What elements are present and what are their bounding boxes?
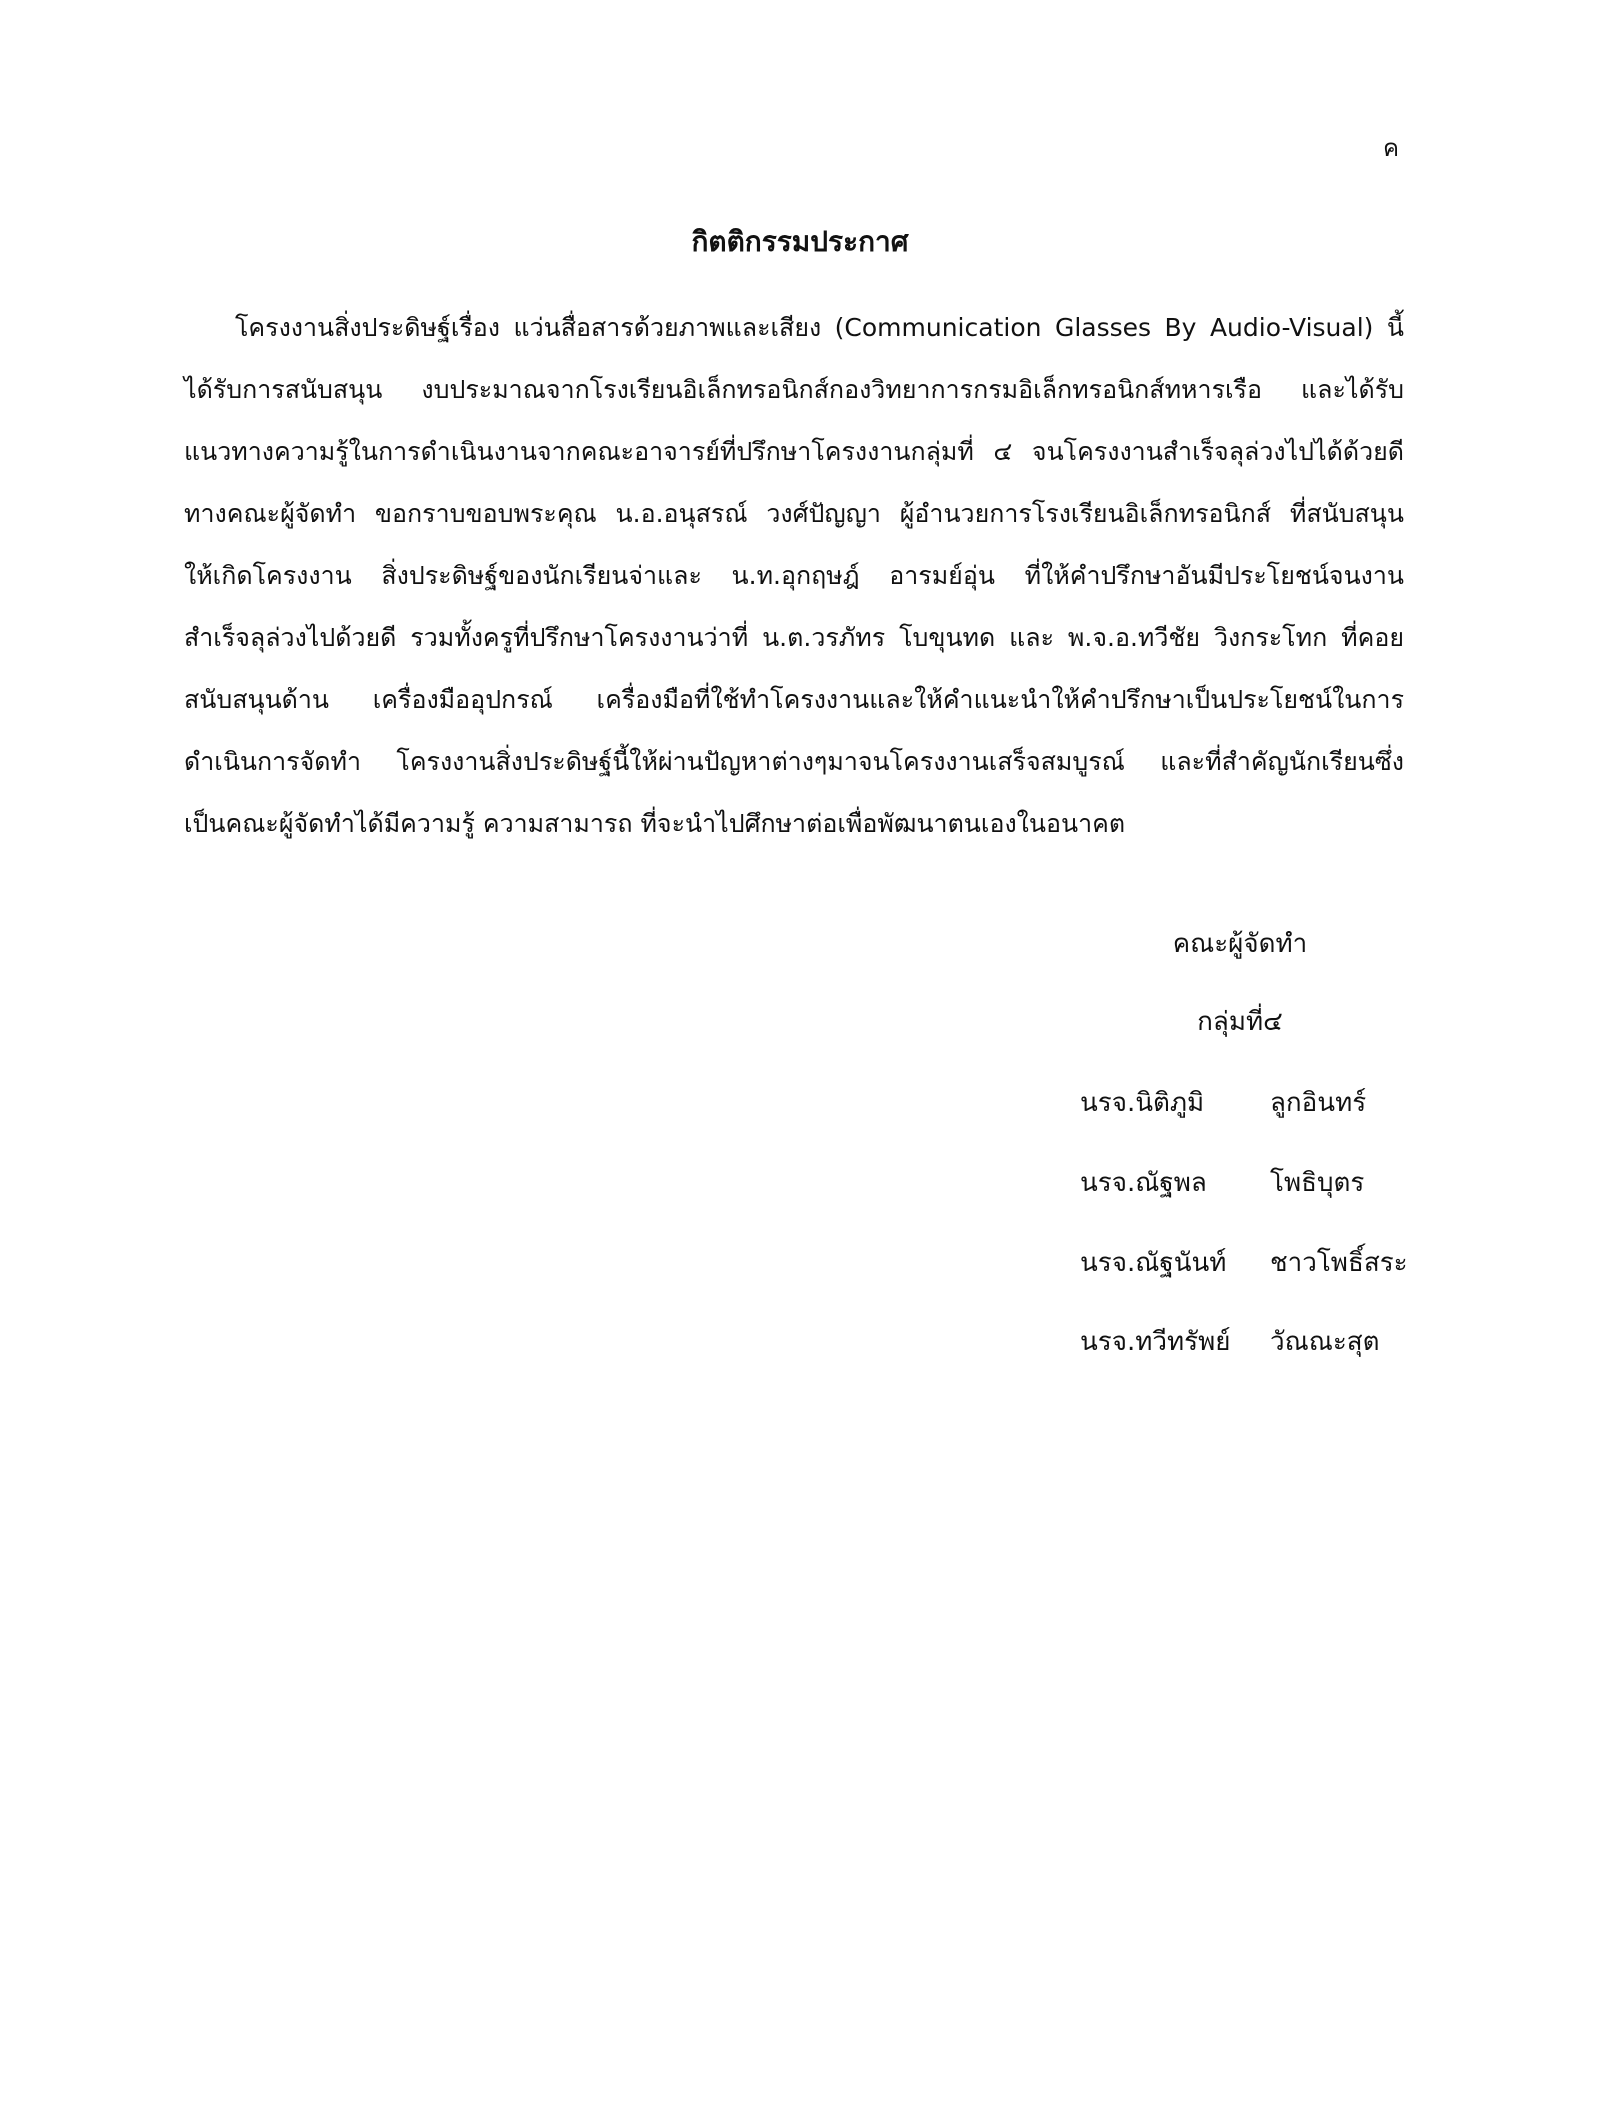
paragraph-line: ดำเนินการจัดทำ โครงงานสิ่งประดิษฐ์นี้ให้ผ่านปัญหาต่างๆมาจนโครงงานเสร็จสมบูรณ์ และที่สำคัญนักเรียนซึ่ง [184, 747, 1404, 776]
signer-name: นรจ.ทวีทรัพย์ [1080, 1327, 1231, 1357]
paragraph-line: ได้รับการสนับสนุน งบประมาณจากโรงเรียนอิเล็กทรอนิกส์กองวิทยาการกรมอิเล็กทรอนิกส์ทหารเรือ และได้รับ [184, 375, 1404, 404]
signer-surname: ลูกอินทร์ [1270, 1088, 1367, 1118]
paragraph-line: แนวทางความรู้ในการดำเนินงานจากคณะอาจารย์ที่ปรึกษาโครงงานกลุ่มที่ ๔ จนโครงงานสำเร็จลุล่วงไปได้ด้วยดี [184, 437, 1404, 466]
page-title: กิตติกรรมประกาศ [691, 225, 909, 258]
signer-surname: โพธิบุตร [1270, 1168, 1365, 1198]
signer-row [1080, 1243, 1408, 1283]
acknowledgement-paragraph [184, 297, 1404, 855]
paragraph-line: ให้เกิดโครงงาน สิ่งประดิษฐ์ของนักเรียนจ่าและ น.ท.อุกฤษฎ์ อารมย์อุ่น ที่ให้คำปรึกษาอันมีประโยชน์จนงาน [184, 561, 1404, 590]
signature-group: กลุ่มที่๔ [1197, 1007, 1283, 1037]
signer-row [1080, 1163, 1364, 1203]
signer-row [1080, 1322, 1380, 1362]
signer-surname: ชาวโพธิ์สระ [1270, 1248, 1408, 1278]
signer-name: นรจ.ณัฐพล [1080, 1168, 1207, 1198]
signature-heading: คณะผู้จัดทำ [1172, 929, 1308, 959]
signer-name: นรจ.ณัฐนันท์ [1080, 1248, 1227, 1278]
paragraph-line: ทางคณะผู้จัดทำ ขอกราบขอบพระคุณ น.อ.อนุสรณ์ วงศ์ปัญญา ผู้อำนวยการโรงเรียนอิเล็กทรอนิกส์ ที่สนับสนุน [184, 499, 1404, 528]
paragraph-line: สนับสนุนด้าน เครื่องมืออุปกรณ์ เครื่องมือที่ใช้ทำโครงงานและให้คำแนะนำให้คำปรึกษาเป็นประโยชน์ในการ [184, 685, 1404, 714]
signer-name: นรจ.นิติภูมิ [1080, 1088, 1205, 1118]
paragraph-line: สำเร็จลุล่วงไปด้วยดี รวมทั้งครูที่ปรึกษาโครงงานว่าที่ น.ต.วรภัทร โบขุนทด และ พ.จ.อ.ทวีชัย วิงกระโทก ที่คอย [184, 623, 1404, 652]
paragraph-line: เป็นคณะผู้จัดทำได้มีความรู้ ความสามารถ ที่จะนำไปศึกษาต่อเพื่อพัฒนาตนเองในอนาคต [184, 809, 1126, 838]
signer-surname: วัณณะสุต [1270, 1327, 1380, 1357]
paragraph-line: โครงงานสิ่งประดิษฐ์เรื่อง แว่นสื่อสารด้วยภาพและเสียง (Communication Glasses By Audio-Visual) นี้ [235, 313, 1404, 342]
page-number: ค [1383, 134, 1400, 162]
signer-row [1080, 1083, 1366, 1123]
